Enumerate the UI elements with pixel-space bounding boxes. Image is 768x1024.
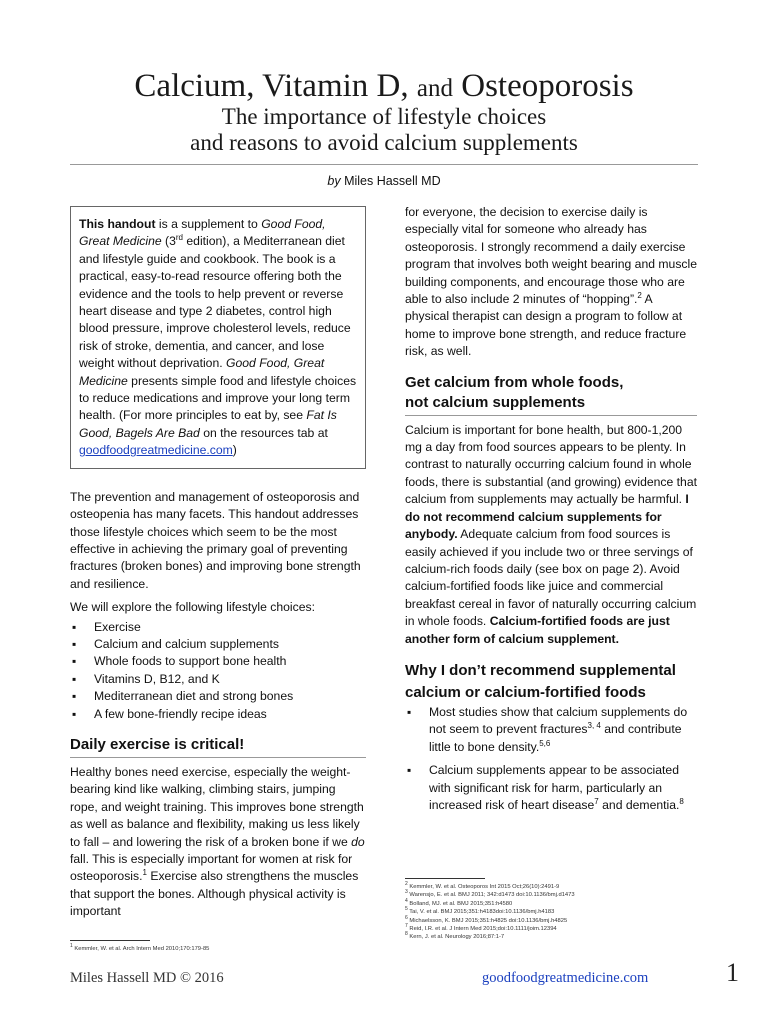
explore-lead: We will explore the following lifestyle choices:: [70, 600, 315, 615]
list-item: ▪ Mediterranean diet and strong bones: [70, 688, 366, 705]
footnote-divider: [405, 878, 485, 879]
title-divider: [70, 164, 698, 165]
right-footnotes: [405, 878, 705, 942]
promo-text: This handout is a supplement to Good Food, Great Medicine (3rd edition), a Mediterranean diet and lifestyle guide and cookbook. The book is a practical, easy-to-read resource offering both the evidence and the tools to help prevent or reverse heart disease and type 2 diabetes, control high blood pressure, improve cholesterol levels, reduce risk of stroke, dementia, and cancer, and lose weight without deprivation. Good Food, Great Medicine presents simple food and lifestyle choices to reduce medications and improve your long term health. (For more principles to eat by, see Fat Is Good, Bagels Are Bad on the resources tab at goodfoodgreatmedicine.com): [79, 217, 357, 458]
document-subtitle: The importance of lifestyle choices and reasons to avoid calcium supplements: [190, 104, 578, 155]
exercise-paragraph: Healthy bones need exercise, especially the weight-bearing kind like walking, climbing stairs, jumping rope, and weight training. This improves bone strength as well as balance and flexibility, making us less likely to fall – and lowering the risk of a broken bone if we do fall. This is especially important for women at risk for osteoporosis.$^1$ Exercise also strengthens the muscles that support the bones. Although physical activity is important: [70, 764, 365, 919]
left-column: [70, 206, 366, 921]
list-item: ▪ A few bone-friendly recipe ideas: [70, 706, 366, 723]
document-title: Calcium, Vitamin D, and Osteoporosis: [134, 68, 634, 104]
whole-foods-paragraph: Calcium is important for bone health, but 800-1,200 mg a day from food sources appears to be plenty. In contrast to naturally occurring calcium found in whole foods, there is substantial (and growing) evidence that calcium from supplements may actually be harmful. I do not recommend calcium supplements for anybody. Adequate calcium from food sources is easily achieved if you include two or three servings of calcium-rich foods daily (see box on page 2). Avoid calcium-fortified foods like juice and commercial breakfast cereal in favor of naturally occurring calcium in whole foods. Calcium-fortified foods are just another form of calcium supplement.: [405, 422, 697, 646]
footnote: $^7$ Reid, I.R. et al. J Intern Med 2015;doi:10.1111/joim.12394: [405, 923, 557, 933]
left-footnotes: [70, 940, 370, 953]
list-item: ▪ Calcium supplements appear to be associated with significant risk for harm, particularly an increased risk of heart disease$^7$ and dementia.$^8$: [405, 762, 697, 814]
list-item: ▪ Exercise: [70, 619, 366, 636]
footnote: $^5$ Tai, V. et al. BMJ 2015;351:h4183doi:10.1136/bmj.h4183: [405, 906, 555, 916]
lifestyle-choices-list: [70, 619, 366, 723]
website-link[interactable]: goodfoodgreatmedicine.com: [79, 443, 233, 458]
list-item: ▪ Most studies show that calcium supplements do not seem to prevent fractures$^{3, 4}$ and contribute little to bone density.$^{5,6}$: [405, 704, 697, 756]
why-heading: Why I don’t recommend supplemental calcium or calcium-fortified foods: [405, 661, 676, 701]
right-column: [405, 204, 697, 820]
list-item: ▪ Vitamins D, B12, and K: [70, 671, 366, 688]
footnote: $^4$ Bolland, MJ. et al. BMJ 2015;351:h4580: [405, 897, 513, 907]
footnote: $^6$ Michaelsson, K. BMJ 2015;351:h4825 doi:10.1136/bmj.h4825: [405, 914, 568, 924]
footnote: $^1$ Kemmler, W. et al. Arch Intern Med 2010;170:179-85: [70, 943, 210, 952]
exercise-continued-paragraph: for everyone, the decision to exercise daily is especially vital for someone who already has osteoporosis. I strongly recommend a daily exercise program that involves both weight bearing and muscle building components, and encourage those who are able to also include 2 minutes of “hopping”.$^2$ A physical therapist can design a program to follow at home to improve bone strength, and reduce fracture risk, as well.: [405, 205, 697, 359]
book-promo-box: [70, 206, 366, 469]
byline: by Miles Hassell MD: [327, 174, 441, 188]
section-divider: [70, 757, 366, 758]
footnote: $^2$ Kemmler, W. et al. Osteoporos Int 2015 Oct;26(10):2491-9: [405, 881, 560, 890]
section-divider: [405, 415, 697, 416]
footnote: $^8$ Kern, J. et al. Neurology 2016;87:1-7: [405, 931, 505, 941]
footnote-divider: [70, 940, 150, 941]
footer-website-link[interactable]: goodfoodgreatmedicine.com: [482, 970, 649, 986]
page-number: 1: [726, 958, 739, 987]
intro-paragraph: The prevention and management of osteoporosis and osteopenia has many facets. This handout addresses those lifestyle choices which seem to be the most effective in achieving the primary goal of preventing fractures (broken bones) and improving bone strength and resilience.: [70, 489, 361, 591]
footnote: $^3$ Warensjo, E. et al. BMJ 2011; 342:d1473 doi:10.1136/bmj.d1473: [405, 889, 575, 899]
whole-foods-heading: Get calcium from whole foods, not calcium supplements: [405, 373, 624, 411]
list-item: ▪ Calcium and calcium supplements: [70, 636, 366, 653]
list-item: ▪ Whole foods to support bone health: [70, 653, 366, 670]
exercise-heading: Daily exercise is critical!: [70, 735, 245, 753]
footer-copyright: Miles Hassell MD © 2016: [70, 970, 224, 986]
reasons-list: [405, 704, 697, 814]
